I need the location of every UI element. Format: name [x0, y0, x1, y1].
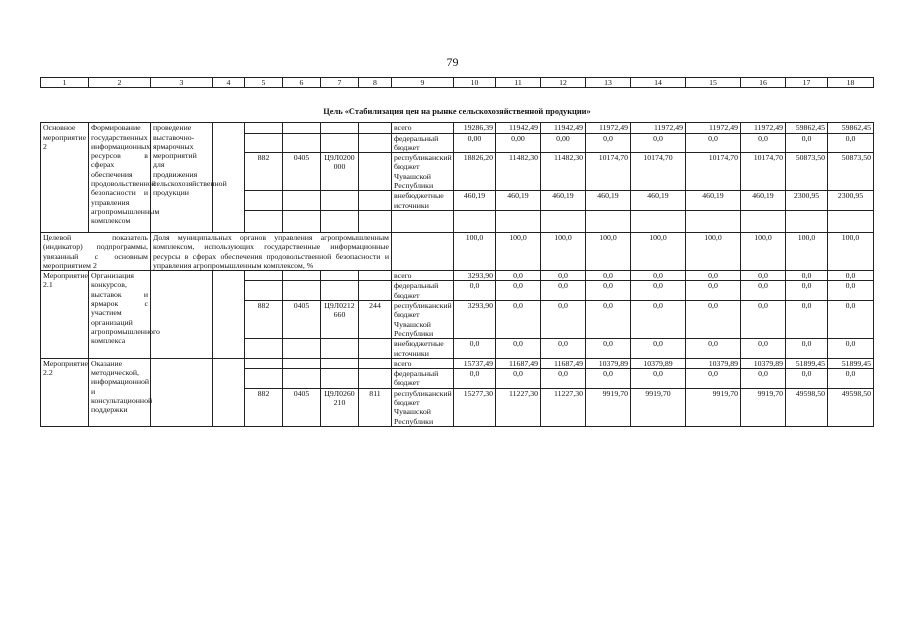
value-cell: 19286,39: [454, 123, 496, 133]
empty-cell: [245, 133, 283, 153]
value-cell: 460,19: [686, 191, 741, 211]
empty-cell: [213, 358, 245, 426]
value-cell: 0,0: [741, 369, 786, 389]
empty-cell: [245, 358, 283, 368]
value-cell: 460,19: [741, 191, 786, 211]
column-number: 5: [245, 78, 283, 88]
value-cell: 0,0: [741, 339, 786, 359]
value-cell: 51899,45: [786, 358, 828, 368]
value-cell: 3293,90: [454, 271, 496, 281]
empty-cell: [283, 123, 321, 133]
value-cell: 0,0: [828, 369, 874, 389]
value-cell: 0,0: [496, 301, 541, 339]
empty-cell: [359, 133, 392, 153]
value-cell: 0,0: [586, 301, 631, 339]
value-cell: 0,0: [631, 369, 686, 389]
page-number: 79: [446, 55, 459, 69]
empty-cell: [828, 210, 874, 232]
column-number: 6: [283, 78, 321, 88]
column-number: 10: [454, 78, 496, 88]
empty-cell: [321, 369, 359, 389]
value-cell: 11972,49: [686, 123, 741, 133]
value-cell: 460,19: [586, 191, 631, 211]
value-cell: 0,0: [686, 281, 741, 301]
value-cell: 0,0: [828, 339, 874, 359]
target-article-code: Ц9Л0260210: [321, 388, 359, 426]
empty-cell: [321, 210, 359, 232]
value-cell: 51899,45: [828, 358, 874, 368]
value-cell: 11227,30: [541, 388, 586, 426]
admin-code: 882: [245, 301, 283, 339]
value-cell: 0,0: [586, 271, 631, 281]
empty-cell: [245, 123, 283, 133]
value-cell: 0,0: [786, 281, 828, 301]
value-cell: 0,0: [786, 301, 828, 339]
empty-cell: [213, 271, 245, 359]
funding-source: всего: [392, 271, 454, 281]
value-cell: 0,0: [786, 339, 828, 359]
value-cell: 0,0: [631, 271, 686, 281]
value-cell: 460,19: [541, 191, 586, 211]
empty-cell: [786, 210, 828, 232]
value-cell: 0,0: [454, 281, 496, 301]
empty-cell: [321, 271, 359, 281]
column-number: 2: [89, 78, 151, 88]
value-cell: 0,0: [541, 301, 586, 339]
empty-cell: [359, 358, 392, 368]
value-cell: 2300,95: [786, 191, 828, 211]
column-number: 7: [321, 78, 359, 88]
expense-type-code: 244: [359, 301, 392, 339]
value-cell: 0,00: [454, 133, 496, 153]
empty-cell: [359, 271, 392, 281]
table-row: [41, 123, 874, 133]
value-cell: 0,0: [586, 281, 631, 301]
value-cell: 0,0: [686, 301, 741, 339]
column-number: 1: [41, 78, 89, 88]
empty-cell: [151, 358, 213, 426]
value-cell: 0,0: [541, 271, 586, 281]
value-cell: 10379,89: [631, 358, 686, 368]
value-cell: 0,0: [454, 369, 496, 389]
value-cell: 59862,45: [828, 123, 874, 133]
empty-cell: [454, 210, 496, 232]
indicator-value: 100,0: [828, 232, 874, 270]
value-cell: 10379,89: [686, 358, 741, 368]
value-cell: 460,19: [454, 191, 496, 211]
table-row: [41, 271, 874, 281]
goal-title: Цель «Стабилизация цен на рынке сельскохозяйственной продукции»: [323, 107, 591, 116]
empty-cell: [245, 281, 283, 301]
target-article-code: Ц9Л0200000: [321, 153, 359, 191]
value-cell: 0,0: [586, 339, 631, 359]
empty-cell: [321, 133, 359, 153]
expense-type-code: [359, 153, 392, 191]
funding-source: федеральный бюджет: [392, 369, 454, 389]
value-cell: 0,0: [496, 281, 541, 301]
value-cell: 0,0: [786, 369, 828, 389]
value-cell: 10174,70: [631, 153, 686, 191]
funding-source: республиканский бюджет Чувашской Республики: [392, 388, 454, 426]
value-cell: 11942,49: [541, 123, 586, 133]
funding-source: внебюджетные источники: [392, 339, 454, 359]
value-cell: 0,0: [496, 339, 541, 359]
value-cell: 0,0: [631, 339, 686, 359]
value-cell: 0,0: [541, 369, 586, 389]
value-cell: 0,0: [741, 301, 786, 339]
empty-cell: [541, 210, 586, 232]
value-cell: 10379,89: [741, 358, 786, 368]
funding-source: всего: [392, 123, 454, 133]
empty-cell: [283, 210, 321, 232]
budget-table: [40, 77, 874, 427]
column-number: 11: [496, 78, 541, 88]
empty-cell: [321, 123, 359, 133]
indicator-value: 100,0: [741, 232, 786, 270]
empty-cell: [392, 232, 454, 270]
funding-source: республиканский бюджет Чувашской Республики: [392, 153, 454, 191]
value-cell: 0,0: [496, 369, 541, 389]
indicator-value: 100,0: [686, 232, 741, 270]
empty-cell: [283, 369, 321, 389]
value-cell: 9919,70: [686, 388, 741, 426]
value-cell: 10379,89: [586, 358, 631, 368]
value-cell: 11482,30: [541, 153, 586, 191]
column-number: 16: [741, 78, 786, 88]
indicator-row: [41, 232, 874, 270]
value-cell: 0,0: [454, 339, 496, 359]
value-cell: 59862,45: [786, 123, 828, 133]
value-cell: 0,0: [631, 133, 686, 153]
value-cell: 49598,50: [786, 388, 828, 426]
event-name: Мероприятие 2.1: [41, 271, 89, 359]
empty-cell: [151, 271, 213, 359]
empty-cell: [686, 210, 741, 232]
value-cell: 11227,30: [496, 388, 541, 426]
empty-cell: [586, 210, 631, 232]
empty-cell: [283, 281, 321, 301]
value-cell: 11972,49: [586, 123, 631, 133]
value-cell: 0,0: [631, 281, 686, 301]
column-number-row: [41, 78, 874, 88]
indicator-text: Доля муниципальных органов управления агропромышленным комплексом, использующих государственные информационные ресурсы в сферах обеспечения продовольственной безопасности и управления агропромышленным комплексом, %: [151, 232, 392, 270]
empty-cell: [359, 339, 392, 359]
value-cell: 460,19: [496, 191, 541, 211]
empty-cell: [245, 210, 283, 232]
value-cell: 15277,30: [454, 388, 496, 426]
value-cell: 460,19: [631, 191, 686, 211]
event-description: Организация конкурсов, выставок и ярмарок с участием организаций агропромышленного комплекса: [89, 271, 151, 359]
value-cell: 0,0: [741, 133, 786, 153]
value-cell: 10174,70: [741, 153, 786, 191]
indicator-label: Целевой показатель (индикатор) подпрограммы, увязанный с основным мероприятием 2: [41, 232, 151, 270]
value-cell: 0,0: [541, 281, 586, 301]
empty-cell: [283, 271, 321, 281]
value-cell: 0,0: [586, 369, 631, 389]
empty-cell: [359, 123, 392, 133]
value-cell: 9919,70: [741, 388, 786, 426]
value-cell: 0,0: [586, 133, 631, 153]
section-code: 0405: [283, 388, 321, 426]
empty-cell: [321, 358, 359, 368]
funding-source: федеральный бюджет: [392, 281, 454, 301]
indicator-value: 100,0: [496, 232, 541, 270]
column-number: 14: [631, 78, 686, 88]
value-cell: 0,0: [828, 281, 874, 301]
event-description: Формирование государственных информационных ресурсов в сферах обеспечения продовольственной безопасности и управления агропромышленным комплексом: [89, 123, 151, 233]
target-article-code: Ц9Л0212660: [321, 301, 359, 339]
empty-cell: [321, 339, 359, 359]
indicator-value: 100,0: [586, 232, 631, 270]
event-description: Оказание методической, информационной и консультационной поддержки: [89, 358, 151, 426]
value-cell: 0,0: [741, 281, 786, 301]
admin-code: 882: [245, 153, 283, 191]
value-cell: 11482,30: [496, 153, 541, 191]
column-number: 15: [686, 78, 741, 88]
value-cell: 0,0: [686, 133, 741, 153]
empty-cell: [283, 191, 321, 211]
column-number: 8: [359, 78, 392, 88]
empty-cell: [245, 339, 283, 359]
value-cell: 0,0: [741, 271, 786, 281]
empty-cell: [245, 271, 283, 281]
column-number: 4: [213, 78, 245, 88]
value-cell: 49598,50: [828, 388, 874, 426]
value-cell: 0,0: [686, 369, 741, 389]
value-cell: 0,0: [496, 271, 541, 281]
indicator-value: 100,0: [454, 232, 496, 270]
empty-cell: [245, 369, 283, 389]
column-number: 13: [586, 78, 631, 88]
value-cell: 0,0: [786, 271, 828, 281]
value-cell: 0,0: [631, 301, 686, 339]
value-cell: 10174,70: [586, 153, 631, 191]
column-number: 18: [828, 78, 874, 88]
value-cell: 0,0: [786, 133, 828, 153]
value-cell: 3293,90: [454, 301, 496, 339]
column-number: 12: [541, 78, 586, 88]
value-cell: 15737,49: [454, 358, 496, 368]
empty-cell: [741, 210, 786, 232]
value-cell: 0,0: [686, 271, 741, 281]
value-cell: 0,0: [541, 339, 586, 359]
section-code: 0405: [283, 301, 321, 339]
empty-cell: [245, 191, 283, 211]
empty-cell: [392, 210, 454, 232]
empty-cell: [359, 369, 392, 389]
indicator-value: 100,0: [541, 232, 586, 270]
funding-source: внебюджетные источники: [392, 191, 454, 211]
empty-cell: [283, 339, 321, 359]
empty-cell: [283, 133, 321, 153]
empty-cell: [496, 210, 541, 232]
value-cell: 2300,95: [828, 191, 874, 211]
empty-cell: [283, 358, 321, 368]
empty-cell: [631, 210, 686, 232]
goal-row: [41, 88, 874, 123]
value-cell: 50873,50: [828, 153, 874, 191]
value-cell: 9919,70: [631, 388, 686, 426]
value-cell: 18826,20: [454, 153, 496, 191]
value-cell: 11972,49: [741, 123, 786, 133]
column-number: 17: [786, 78, 828, 88]
empty-cell: [359, 281, 392, 301]
value-cell: 0,0: [828, 271, 874, 281]
value-cell: 0,0: [686, 339, 741, 359]
empty-cell: [321, 191, 359, 211]
value-cell: 9919,70: [586, 388, 631, 426]
column-number: 9: [392, 78, 454, 88]
funding-source: всего: [392, 358, 454, 368]
value-cell: 11687,49: [496, 358, 541, 368]
value-cell: 11942,49: [496, 123, 541, 133]
value-cell: 0,00: [496, 133, 541, 153]
empty-cell: [359, 191, 392, 211]
value-cell: 0,00: [541, 133, 586, 153]
indicator-value: 100,0: [631, 232, 686, 270]
value-cell: 0,0: [828, 133, 874, 153]
empty-cell: [359, 210, 392, 232]
funding-source: федеральный бюджет: [392, 133, 454, 153]
event-name: Мероприятие 2.2: [41, 358, 89, 426]
event-name: Основное мероприятие 2: [41, 123, 89, 233]
value-cell: 11687,49: [541, 358, 586, 368]
indicator-value: 100,0: [786, 232, 828, 270]
column-number: 3: [151, 78, 213, 88]
empty-cell: [321, 281, 359, 301]
section-code: 0405: [283, 153, 321, 191]
event-activity: проведение выставочно-ярмарочных мероприятий для продвижения сельскохозяйственной продукции: [151, 123, 213, 233]
value-cell: 50873,50: [786, 153, 828, 191]
expense-type-code: 811: [359, 388, 392, 426]
value-cell: 11972,49: [631, 123, 686, 133]
admin-code: 882: [245, 388, 283, 426]
value-cell: 10174,70: [686, 153, 741, 191]
value-cell: 0,0: [828, 301, 874, 339]
table-row: [41, 358, 874, 368]
funding-source: республиканский бюджет Чувашской Республики: [392, 301, 454, 339]
empty-cell: [213, 123, 245, 233]
